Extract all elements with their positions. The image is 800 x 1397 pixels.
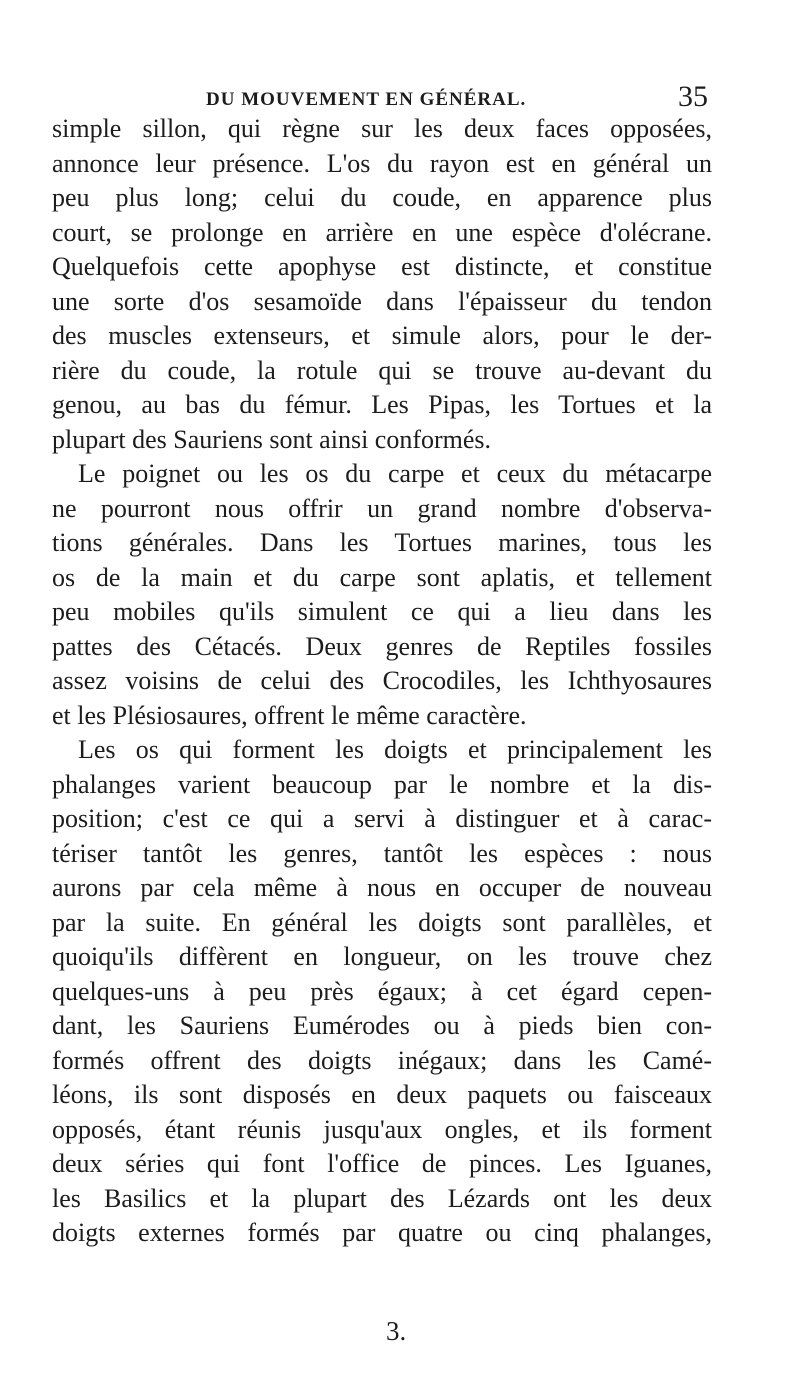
text-line: Quelquefois cette apophyse est distincte, et constitue — [52, 252, 712, 281]
text-line: aurons par cela même à nous en occuper de nouveau — [52, 873, 712, 902]
text-line: court, se prolonge en arrière en une espèce d'olécrane. — [52, 217, 712, 247]
text-line: et les Plésiosaures, offrent le même caractère. — [52, 700, 527, 730]
text-line: annonce leur présence. L'os du rayon est en général un — [52, 148, 712, 178]
text-line: opposés, étant réunis jusqu'aux ongles, et ils forment — [52, 1114, 712, 1144]
body-text — [52, 112, 712, 1251]
text-line: les Basilics et la plupart des Lézards ont les deux — [52, 1183, 712, 1213]
text-line: pattes des Cétacés. Deux genres de Reptiles fossiles — [52, 631, 712, 661]
text-line: dant, les Sauriens Eumérodes ou à pieds bien con- — [52, 1011, 712, 1040]
text-line: tions générales. Dans les Tortues marines, tous les — [52, 528, 712, 557]
text-line: une sorte d'os sesamoïde dans l'épaisseur du tendon — [52, 286, 712, 316]
text-line: ne pourront nous offrir un grand nombre d'observa- — [52, 493, 712, 523]
text-line: deux séries qui font l'office de pinces. Les Iguanes, — [52, 1149, 712, 1178]
text-line: position; c'est ce qui a servi à distinguer et à carac- — [52, 804, 712, 833]
text-line: doigts externes formés par quatre ou cinq phalanges, — [52, 1218, 712, 1247]
text-line: léons, ils sont disposés en deux paquets ou faisceaux — [52, 1080, 712, 1109]
text-line: formés offrent des doigts inégaux; dans les Camé- — [52, 1045, 712, 1075]
text-line: assez voisins de celui des Crocodiles, les Ichthyosaures — [52, 666, 712, 695]
text-line: plupart des Sauriens sont ainsi conformés. — [52, 424, 492, 454]
text-line: peu mobiles qu'ils simulent ce qui a lieu dans les — [52, 597, 712, 626]
text-line: Le poignet ou les os du carpe et ceux du métacarpe — [78, 459, 712, 488]
text-line: tériser tantôt les genres, tantôt les espèces : nous — [52, 838, 712, 868]
text-line: Les os qui forment les doigts et principalement les — [78, 735, 712, 764]
text-line: simple sillon, qui règne sur les deux faces opposées, — [52, 114, 712, 143]
text-line: peu plus long; celui du coude, en apparence plus — [52, 183, 712, 212]
text-line: quelques-uns à peu près égaux; à cet égard cepen- — [52, 976, 712, 1006]
text-line: par la suite. En général les doigts sont parallèles, et — [52, 907, 712, 937]
page-number: 35 — [678, 80, 708, 113]
page-header — [58, 80, 708, 114]
signature-mark: 3. — [386, 1316, 407, 1346]
text-line: phalanges varient beaucoup par le nombre et la dis- — [52, 769, 712, 799]
running-head: DU MOUVEMENT EN GÉNÉRAL. — [206, 89, 527, 110]
text-line: genou, au bas du fémur. Les Pipas, les Tortues et la — [52, 390, 712, 419]
text-line: rière du coude, la rotule qui se trouve au-devant du — [52, 355, 712, 385]
text-line: des muscles extenseurs, et simule alors, pour le der- — [52, 321, 712, 350]
text-line: quoiqu'ils diffèrent en longueur, on les trouve chez — [52, 942, 712, 971]
text-line: os de la main et du carpe sont aplatis, et tellement — [52, 562, 712, 592]
